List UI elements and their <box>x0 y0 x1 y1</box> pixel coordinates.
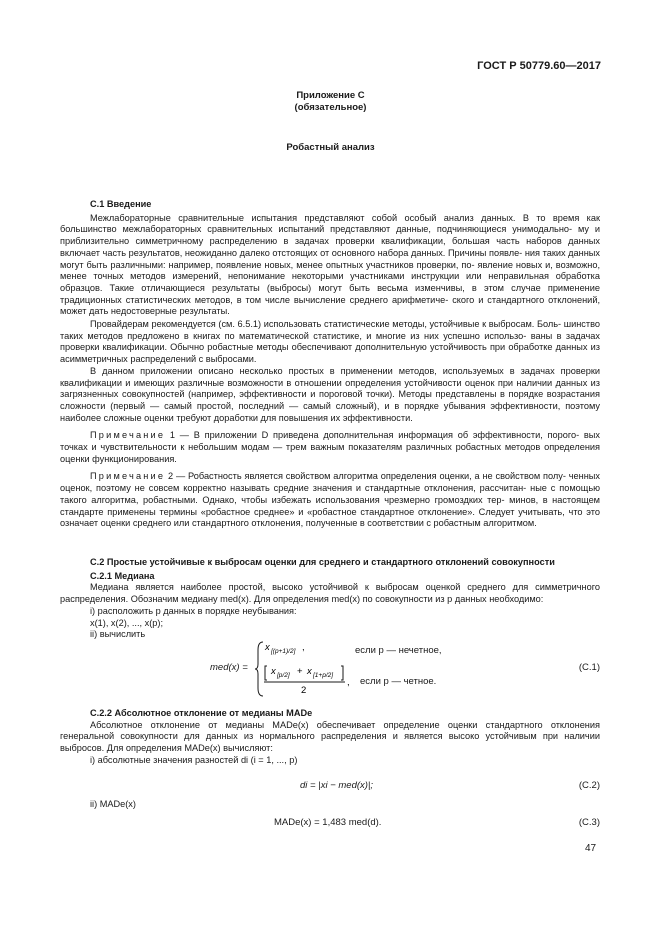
paragraph: В данном приложении описано несколько простых в применении методов, используемых в задачах проверки квалификации и имеющих различные возможности в отношении определения устойчивости оценок при наличии данных из загрязненных совокупностей (например, эффективности и пороговой точки). Методы представлены в порядке возрастания сложности (первый — самый простой, последний — самый сложный), и в порядке убывания эффективности, поэтому наиболее сложные оценки требуют доработки для повышения их эффективности. <box>60 365 600 423</box>
appendix-title: Приложение С <box>296 90 365 101</box>
section-heading: С.2 Простые устойчивые к выбросам оценки для среднего и стандартного отклонений совокупности <box>90 557 555 567</box>
step: i) абсолютные значения разностей di (i = 1, ..., p) <box>90 754 298 765</box>
formula-c1 <box>60 640 600 698</box>
svg-text:+: + <box>297 666 303 677</box>
subsection-heading: С.2.2 Абсолютное отклонение от медианы MADe <box>90 708 313 718</box>
sequence: x(1), x(2), ..., x(p); <box>90 617 163 628</box>
case-odd: если p — нечетное, <box>355 645 442 656</box>
svg-text:x: x <box>265 642 270 653</box>
subsection-heading: С.2.1 Медиана <box>90 570 155 581</box>
svg-text:[1+p/2]: [1+p/2] <box>313 672 334 679</box>
svg-text:x: x <box>307 666 312 677</box>
paragraph: Провайдерам рекомендуется (см. 6.5.1) использовать статистические методы, устойчивые к выбросам. Боль- шинство таких методов предложено в книгах по математической статистике, и многие из них успешно использо- ваны в задачах проверки квалификации. Обычно робастные методы обеспечивают дополнительную устойчивость при обработке данных из асимметричных распределений с выбросами. <box>60 319 600 365</box>
svg-text:,: , <box>302 642 305 653</box>
step: i) расположить p данных в порядке неубывания: <box>90 605 297 616</box>
paragraph: Межлабораторные сравнительные испытания представляют собой особый анализ данных. В то время как большинство межлабораторных сравнительных испытаний представляют данные, подчиняющиеся унимодально- му и приблизительно симметричному распределению в задачах проверки квалификации, большая часть наборов данных включает часть результатов, неожиданно далеко отстоящих от основного набора данных. Причины появле- ния таких данных могут быть различными: например, появление новых, менее опытных участников проверки, по- явление новых и, возможно, менее точных методов измерений, непонимание некоторыми участниками инструкции или неправильная обработка образцов. Такие отличающиеся результаты (выбросы) могут быть весьма изменчивы, в этом случае применение традиционных статистических методов, в том числе вычисление среднего арифметиче- ского и стандартного отклонений, может дать недостоверные результаты. <box>60 212 600 317</box>
appendix-name: Робастный анализ <box>286 142 375 153</box>
appendix-subtitle: (обязательное) <box>294 102 367 113</box>
note-label: Примечание <box>90 471 166 482</box>
page-number: 47 <box>585 843 597 854</box>
equation-number: (C.3) <box>578 817 600 828</box>
step-ii: ii) MADe(x) <box>90 799 136 809</box>
case-even: если p — четное. <box>360 676 437 687</box>
equation-number: (C.1) <box>578 662 600 673</box>
standard-number: ГОСТ Р 50779.60—2017 <box>477 60 601 72</box>
formula-c2 <box>60 780 600 794</box>
note-1 <box>60 430 600 465</box>
svg-text:[p/2]: [p/2] <box>277 672 290 679</box>
formula-lhs: med(x) = <box>210 662 248 673</box>
note-text: 2 — Робастность является свойством алгоритма определения оценки, а не свойством полу- ченных оценок, поэтому не совсем корректно называть средние значения и стандартные отклонения, рассчитан- ные с помощью такого алгоритма, робастными. Однако, чтобы избежать использования чрезмерно громоздких тер- минов, в настоящем стандарте применены термины «робастное среднее» и «робастное стандартное отклонение». Следует учитывать, что это означает оценки среднего или стандартного отклонения, полученные в соответствии с робастным алгоритмом. <box>60 471 600 529</box>
section-c22 <box>60 708 600 767</box>
section-c2 <box>60 557 600 641</box>
section-heading: С.1 Введение <box>90 199 152 209</box>
note-label: Примечание <box>90 430 166 441</box>
note-text: 1 — В приложении D приведена дополнительная информация об эффективности, порого- вых точках и чувствительности к небольшим модам — трем важным показателям различных робастных методов определения оценки функционирования. <box>60 430 600 464</box>
svg-text:,: , <box>347 677 350 688</box>
paragraph: Абсолютное отклонение от медианы MADe(x) обеспечивает определение оценки стандартного отклонения генеральной совокупности для данных из нормального распределения и является высоко устойчивым при наличии выбросов. Для определения MADe(x) вычисляют: <box>60 719 600 754</box>
equation-number: (C.2) <box>578 780 600 791</box>
paragraph: Медиана является наиболее простой, высоко устойчивой к выбросам оценкой среднего для симметричного распределения. Обозначим медиану med(x). Для определения med(x) по совокупности из p данных необходимо: <box>60 582 600 605</box>
svg-text:[(p+1)/2]: [(p+1)/2] <box>271 648 296 655</box>
section-c1 <box>60 199 600 530</box>
svg-text:2: 2 <box>301 685 307 696</box>
formula: di = |xi − med(x)|; <box>300 780 374 791</box>
formula-c3 <box>60 817 600 831</box>
step: ii) вычислить <box>90 629 146 640</box>
svg-text:x: x <box>271 666 276 677</box>
note-2 <box>60 471 600 530</box>
formula: MADe(x) = 1,483 med(d). <box>274 817 382 828</box>
